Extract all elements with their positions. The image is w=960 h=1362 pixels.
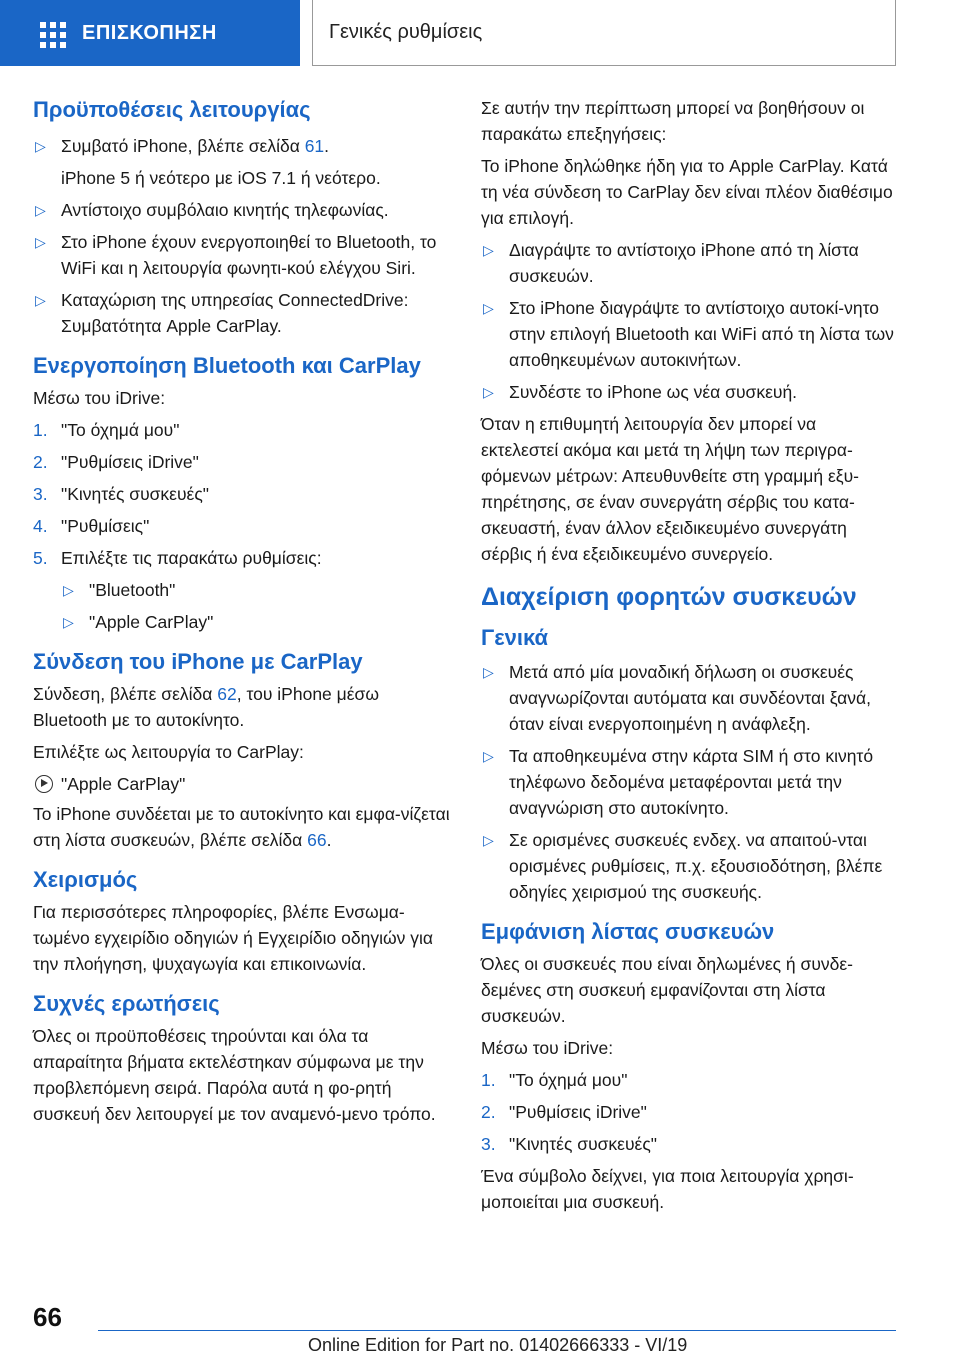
page-header [0,0,960,66]
list-item [61,609,453,635]
sub-options [33,577,453,635]
item-text: Αντίστοιχο συμβόλαιο κινητής τηλεφωνίας. [61,200,389,220]
step-text: "Κινητές συσκευές" [509,1134,658,1154]
triangle-right-icon: ▷ [483,384,494,400]
triangle-right-icon: ▷ [483,664,494,680]
page-link-66[interactable]: 66 [307,830,327,850]
heading-mobile-devices: Διαχείριση φορητών συσκευών [481,583,857,611]
play-item-text: "Apple CarPlay" [61,774,186,794]
step-number: 3. [481,1134,496,1154]
overview-tab[interactable] [0,0,300,66]
device-list-text: Όλες οι συσκευές που είναι δηλωμένες ή συνδε-δεμένες στη συσκευή εμφανίζονται στη λίστα συσκευών. [481,954,854,1026]
text: . [326,830,332,850]
contact-text: Όταν η επιθυμητή λειτουργία δεν μπορεί να εκτελεστεί ακόμα και μετά τη λήψη των περιγρα-φόμενων μέτρων: Απευθυνθείτε στη γραμμή εξυ-πηρέτησης, σε έναν συνεργάτη σέρβις του κατα-σκευαστή, έναν άλλον εξειδικευμένο συνεργάτη σέρβις ή ένα εξειδικευμένο συνεργείο. [481,414,860,564]
item-text: Διαγράψτε το αντίστοιχο iPhone από τη λίστα συσκευών. [509,240,859,286]
step-item [481,1067,895,1093]
list-item [61,577,453,603]
connect-text [33,681,453,733]
step-number: 4. [33,516,48,536]
triangle-right-icon: ▷ [483,300,494,316]
list-item [33,197,453,223]
text: Σύνδεση, βλέπε σελίδα [33,684,218,704]
triangle-right-icon: ▷ [35,202,46,218]
triangle-right-icon: ▷ [63,614,74,630]
step-item [33,417,453,443]
prerequisites-list [33,133,453,339]
triangle-right-icon: ▷ [35,138,46,154]
heading-connect: Σύνδεση του iPhone με CarPlay [33,649,363,674]
step-text: "Ρυθμίσεις" [61,516,150,536]
section-title: Γενικές ρυθμίσεις [312,0,896,66]
fix-list [481,237,895,405]
step-text: "Κινητές συσκευές" [61,484,210,504]
step-number: 3. [33,484,48,504]
heading-general: Γενικά [481,625,549,650]
heading-activate: Ενεργοποίηση Bluetooth και CarPlay [33,353,421,378]
play-circle-icon [35,775,53,793]
prereq-note: iPhone 5 ή νεότερο με iOS 7.1 ή νεότερο. [61,168,381,188]
general-list [481,659,895,905]
activation-steps [33,417,453,571]
triangle-right-icon: ▷ [35,234,46,250]
option-text: "Apple CarPlay" [89,612,214,632]
list-item [33,287,453,339]
heading-device-list: Εμφάνιση λίστας συσκευών [481,919,775,944]
list-item [33,133,453,191]
page-footer [0,1290,960,1362]
left-column [33,95,453,1133]
device-list-steps [481,1067,895,1157]
list-item [481,379,895,405]
text: , του iPhone μέσω Bluetooth με το αυτοκίνητο. [33,684,379,730]
list-item [481,827,895,905]
triangle-right-icon: ▷ [483,748,494,764]
text: Το iPhone συνδέεται με το αυτοκίνητο και εμφα-νίζεται στη λίστα συσκευών, βλέπε σελίδα [33,804,450,850]
connected-text [33,801,453,853]
select-function-text: Επιλέξτε ως λειτουργία το CarPlay: [33,742,304,762]
step-item [481,1131,895,1157]
right-column [481,95,895,1221]
option-text: "Bluetooth" [89,580,176,600]
item-text: Σε ορισμένες συσκευές ενδεχ. να απαιτού-νται ορισμένες ρυθμίσεις, π.χ. εξουσιοδότηση, βλέπε οδηγίες χειρισμού της συσκευής. [509,830,883,902]
list-item [481,237,895,289]
triangle-right-icon: ▷ [63,582,74,598]
step-text: "Το όχημά μου" [509,1070,628,1090]
triangle-right-icon: ▷ [483,242,494,258]
item-text: Στο iPhone έχουν ενεργοποιηθεί το Bluetooth, το WiFi και η λειτουργία φωνητι-κού ελέγχου Siri. [61,232,437,278]
item-text: Τα αποθηκευμένα στην κάρτα SIM ή στο κινητό τηλέφωνο δεδομένα μεταφέρονται μετά την αναγνώριση στο αυτοκίνητο. [509,746,874,818]
intro-text: Σε αυτήν την περίπτωση μπορεί να βοηθήσουν οι παρακάτω επεξηγήσεις: [481,98,865,144]
step-number: 2. [33,452,48,472]
step-number: 5. [33,548,48,568]
heading-prerequisites: Προϋποθέσεις λειτουργίας [33,97,311,122]
step-text: "Ρυθμίσεις iDrive" [61,452,199,472]
via-idrive-text: Μέσω του iDrive: [481,1038,614,1058]
list-item [481,295,895,373]
list-item [33,229,453,281]
footer-divider [98,1330,896,1331]
heading-faq: Συχνές ερωτήσεις [33,991,220,1016]
overview-label: ΕΠΙΣΚΟΠΗΣΗ [82,21,217,44]
list-item [481,659,895,737]
registered-text: Το iPhone δηλώθηκε ήδη για το Apple CarPlay. Κατά τη νέα σύνδεση το CarPlay δεν είναι πλέον διαθέσιμο για επιλογή. [481,156,893,228]
item-text: Μετά από μία μοναδική δήλωση οι συσκευές αναγνωρίζονται αυτόματα και συνδέονται ξανά, όταν είναι ενεργοποιημένη η ανάφλεξη. [509,662,872,734]
step-number: 1. [481,1070,496,1090]
via-idrive-text: Μέσω του iDrive: [33,388,166,408]
step-text: "Ρυθμίσεις iDrive" [509,1102,647,1122]
step-item [33,513,453,539]
step-item [33,481,453,507]
triangle-right-icon: ▷ [483,832,494,848]
step-item [33,449,453,475]
step-text: "Το όχημά μου" [61,420,180,440]
page-link-61[interactable]: 61 [304,136,325,156]
item-text: Καταχώριση της υπηρεσίας ConnectedDrive: Συμβατότητα Apple CarPlay. [61,290,409,336]
item-text: Συμβατό iPhone, βλέπε σελίδα [61,136,305,156]
step-item [33,545,453,571]
triangle-right-icon: ▷ [35,292,46,308]
list-item [481,743,895,821]
step-item [481,1099,895,1125]
item-text: Στο iPhone διαγράψτε το αντίστοιχο αυτοκί-νητο στην επιλογή Bluetooth και WiFi από τη λίστα των αποθηκευμένων αυτοκινήτων. [509,298,894,370]
step-number: 1. [33,420,48,440]
step-number: 2. [481,1102,496,1122]
step-text: Επιλέξτε τις παρακάτω ρυθμίσεις: [61,548,322,568]
symbol-text: Ένα σύμβολο δείχνει, για ποια λειτουργία χρησι-μοποιείται μια συσκευή. [481,1166,854,1212]
faq-text: Όλες οι προϋποθέσεις τηρούνται και όλα τα απαραίτητα βήματα εκτελέστηκαν σύμφωνα με την προβλεπόμενη σειρά. Παρόλα αυτά η φο-ρητή συσκευή δεν λειτουργεί με τον αναμενό-μενο τρόπο. [33,1026,436,1124]
edition-text: Online Edition for Part no. 01402666333 - VI/19 [308,1335,688,1355]
item-text: Συνδέστε το iPhone ως νέα συσκευή. [509,382,798,402]
grid-icon [40,22,66,44]
heading-operation: Χειρισμός [33,867,138,892]
page-number: 66 [33,1302,62,1332]
item-text: . [324,136,330,156]
play-item [33,771,453,797]
operation-text: Για περισσότερες πληροφορίες, βλέπε Ενσωμα-τωμένο εγχειρίδιο οδηγιών ή Εγχειρίδιο οδηγιών για την πλοήγηση, ψυχαγωγία και επικοινωνία. [33,902,434,974]
sub-options-list [61,577,453,635]
page-link-62[interactable]: 62 [217,684,237,704]
